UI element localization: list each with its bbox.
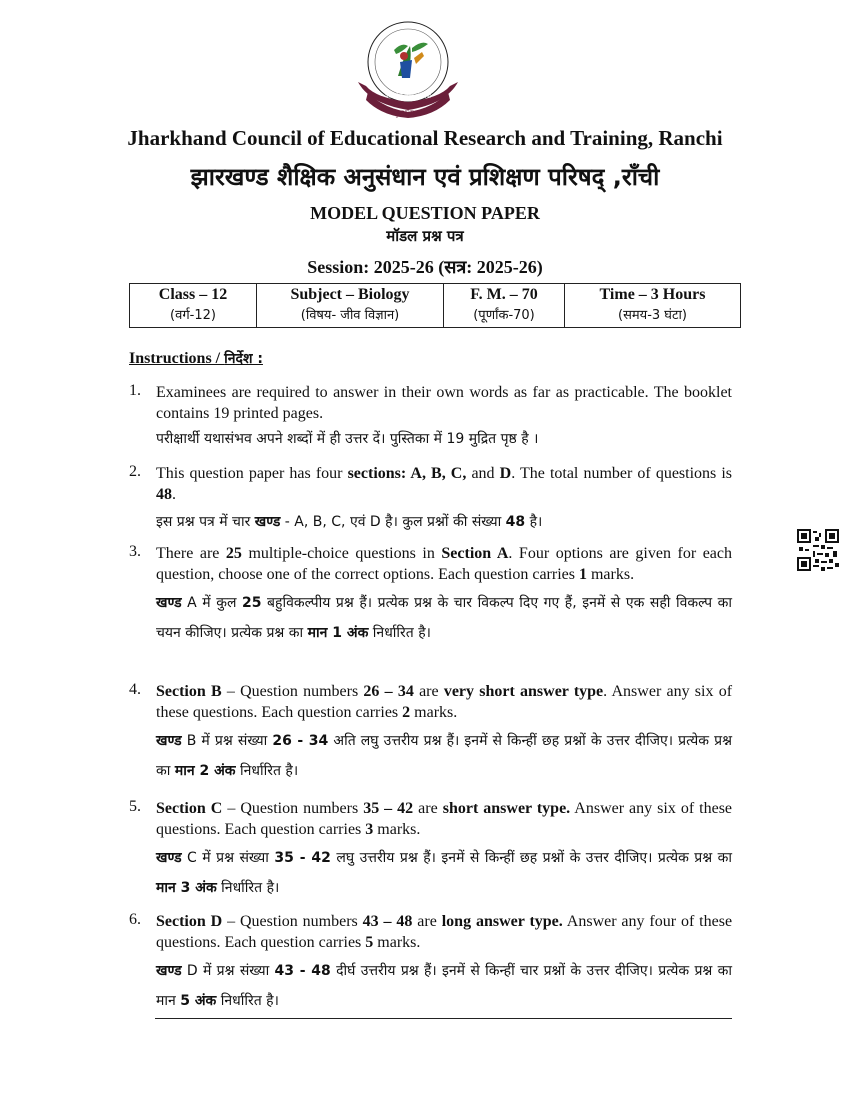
instruction-item-6 <box>129 911 732 1016</box>
paper-info-table <box>129 283 741 328</box>
time-label: Time – 3 Hours <box>599 286 706 303</box>
instruction-hindi: परीक्षार्थी यथासंभव अपने शब्दों में ही उत्तर दें। पुस्तिका में 19 मुद्रित पृष्ठ है । <box>156 431 539 447</box>
item-number: 3. <box>129 543 141 560</box>
instruction-english: Examinees are required to answer in their own words as far as practicable. The booklet contains 19 printed pages. <box>156 384 732 422</box>
time-label-hindi: (समय-3 घंटा) <box>618 308 687 323</box>
instruction-english: Section B – Question numbers 26 – 34 are very short answer type. Answer any six of these questions. Each question carries 2 marks. <box>156 683 733 721</box>
session-line: Session: 2025-26 (सत्र: 2025-26) <box>307 257 543 277</box>
instruction-item-2 <box>129 463 732 537</box>
subject-cell <box>257 284 444 328</box>
class-label-hindi: (वर्ग-12) <box>170 308 216 323</box>
instruction-hindi: इस प्रश्न पत्र में चार खण्ड - A, B, C, एवं D है। कुल प्रश्नों की संख्या 48 है। <box>156 514 543 530</box>
jcert-emblem-icon <box>354 12 462 120</box>
logo-motto: नवोन्मेष शोध संप्रेषण <box>385 93 431 100</box>
instruction-item-1 <box>129 382 732 454</box>
instruction-item-5 <box>129 798 732 903</box>
time-cell <box>565 284 741 328</box>
full-marks-label: F. M. – 70 <box>470 286 538 303</box>
paper-title-hindi: मॉडल प्रश्न पत्र <box>386 227 464 245</box>
item-number: 4. <box>129 681 141 698</box>
subject-label: Subject – Biology <box>290 286 410 303</box>
class-label: Class – 12 <box>158 286 228 303</box>
instruction-hindi: खण्ड C में प्रश्न संख्या 35 - 42 लघु उत्तरीय प्रश्न हैं। इनमें से किन्हीं छह प्रश्नों के उत्तर दीजिए। प्रत्येक प्रश्न का मान 3 अंक निर्धारित है। <box>156 850 732 896</box>
org-name-english: Jharkhand Council of Educational Research and Training, Ranchi <box>127 126 723 150</box>
org-name-hindi: झारखण्ड शैक्षिक अनुसंधान एवं प्रशिक्षण परिषद् ,राँची <box>190 163 660 191</box>
paper-title: MODEL QUESTION PAPER <box>310 203 540 223</box>
qr-code-icon[interactable] <box>797 529 839 571</box>
instruction-hindi: खण्ड D में प्रश्न संख्या 43 - 48 दीर्घ उत्तरीय प्रश्न हैं। इनमें से किन्हीं चार प्रश्नों के उत्तर दीजिए। प्रत्येक प्रश्न का मान 5 अंक निर्धारित है। <box>156 963 732 1009</box>
class-cell <box>130 284 257 328</box>
instruction-english: There are 25 multiple-choice questions in Section A. Four options are given for each question, choose one of the correct options. Each question carries 1 marks. <box>156 545 733 583</box>
instructions-heading: Instructions / निर्देश : <box>129 350 263 367</box>
full-marks-cell <box>444 284 565 328</box>
subject-label-hindi: (विषय- जीव विज्ञान) <box>300 308 400 323</box>
instruction-english: Section C – Question numbers 35 – 42 are short answer type. Answer any six of these questions. Each question carries 3 marks. <box>156 800 733 838</box>
item-number: 6. <box>129 911 141 928</box>
item-number: 2. <box>129 463 141 480</box>
item-number: 5. <box>129 798 141 815</box>
logo-abbr: JCERT <box>396 110 420 118</box>
instruction-item-4 <box>129 681 732 786</box>
instruction-item-3 <box>129 543 732 648</box>
instruction-hindi: खण्ड B में प्रश्न संख्या 26 - 34 अति लघु उत्तरीय प्रश्न हैं। इनमें से किन्हीं छह प्रश्नों के उत्तर दीजिए। प्रत्येक प्रश्न का मान 2 अंक निर्धारित है। <box>156 733 732 779</box>
instruction-english: This question paper has four sections: A, B, C, and D. The total number of questions is 48. <box>156 465 733 503</box>
bottom-divider <box>155 1018 732 1019</box>
instruction-english: Section D – Question numbers 43 – 48 are long answer type. Answer any four of these questions. Each question carries 5 marks. <box>156 913 733 951</box>
full-marks-label-hindi: (पूर्णांक-70) <box>473 308 535 323</box>
item-number: 1. <box>129 382 141 399</box>
instruction-hindi: खण्ड A में कुल 25 बहुविकल्पीय प्रश्न हैं। प्रत्येक प्रश्न के चार विकल्प दिए गए हैं, इनमें से एक सही विकल्प का चयन कीजिए। प्रत्येक प्रश्न का मान 1 अंक निर्धारित है। <box>156 595 733 641</box>
